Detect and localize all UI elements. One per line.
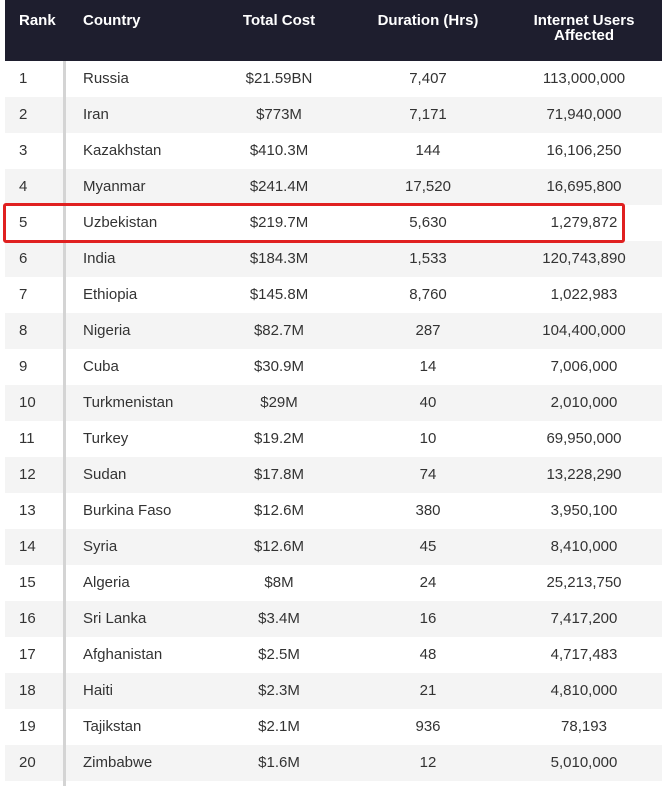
cell-country: Russia	[83, 70, 129, 87]
cell-total-cost: $184.3M	[249, 250, 309, 267]
cell-duration: 144	[415, 142, 441, 159]
table-row	[5, 349, 662, 385]
cell-country: Zimbabwe	[83, 754, 153, 771]
cell-rank: 7	[19, 286, 28, 303]
cell-duration: 24	[419, 574, 437, 591]
cell-duration: 45	[419, 538, 437, 555]
cell-users-affected: 7,417,200	[550, 610, 618, 627]
cell-users-affected: 71,940,000	[546, 106, 622, 123]
cell-duration: 7,407	[409, 70, 447, 87]
cell-users-affected: 3,950,100	[550, 502, 618, 519]
cell-rank: 16	[19, 610, 36, 627]
cell-rank: 12	[19, 466, 36, 483]
cell-duration: 1,533	[409, 250, 447, 267]
cell-country: Burkina Faso	[83, 502, 172, 519]
cell-users-affected: 16,695,800	[546, 178, 622, 195]
table-row	[5, 637, 662, 673]
cell-users-affected: 4,810,000	[550, 682, 618, 699]
cell-rank: 15	[19, 574, 36, 591]
cell-rank: 19	[19, 718, 36, 735]
cell-country: Ethiopia	[83, 286, 138, 303]
table-row	[5, 169, 662, 205]
cell-total-cost: $2.5M	[258, 646, 300, 663]
highlight-box	[3, 203, 625, 243]
cell-duration: 74	[419, 466, 437, 483]
cell-users-affected: 1,022,983	[550, 286, 618, 303]
cell-duration: 14	[419, 358, 437, 375]
table-row	[5, 241, 662, 277]
table-row	[5, 709, 662, 745]
cell-duration: 21	[419, 682, 437, 699]
cell-duration: 10	[419, 430, 437, 447]
table-row	[5, 385, 662, 421]
cell-country: Uzbekistan	[83, 214, 158, 231]
cell-users-affected: 120,743,890	[542, 250, 626, 267]
cell-users-affected: 5,010,000	[550, 754, 618, 771]
cell-users-affected: 4,717,483	[550, 646, 618, 663]
cell-total-cost: $1.6M	[258, 754, 300, 771]
cell-country: Myanmar	[83, 178, 146, 195]
table-row	[5, 565, 662, 601]
cell-users-affected: 7,006,000	[550, 358, 618, 375]
table-row	[5, 457, 662, 493]
cell-users-affected: 1,279,872	[550, 214, 618, 231]
table-row	[5, 745, 662, 781]
header-country: Country	[83, 12, 141, 29]
cell-duration: 8,760	[409, 286, 447, 303]
cell-users-affected: 113,000,000	[542, 70, 626, 87]
cell-country: Haiti	[83, 682, 114, 699]
table-body	[5, 61, 662, 781]
table-row	[5, 601, 662, 637]
cell-country: Kazakhstan	[83, 142, 162, 159]
cell-country: Iran	[83, 106, 109, 123]
cell-rank: 18	[19, 682, 36, 699]
cell-users-affected: 13,228,290	[546, 466, 622, 483]
cell-rank: 5	[19, 214, 28, 231]
cell-rank: 4	[19, 178, 28, 195]
cell-country: Afghanistan	[83, 646, 163, 663]
table-row	[5, 673, 662, 709]
cell-total-cost: $12.6M	[253, 502, 305, 519]
cell-total-cost: $3.4M	[258, 610, 300, 627]
table-row	[5, 97, 662, 133]
cell-duration: 287	[415, 322, 441, 339]
cell-total-cost: $29M	[260, 394, 298, 411]
cell-country: Sri Lanka	[83, 610, 147, 627]
cell-total-cost: $30.9M	[253, 358, 305, 375]
cell-country: Turkey	[83, 430, 129, 447]
header-rank: Rank	[19, 12, 56, 29]
column-divider	[63, 61, 66, 786]
cell-total-cost: $2.3M	[258, 682, 300, 699]
cell-country: Nigeria	[83, 322, 131, 339]
cell-total-cost: $21.59BN	[245, 70, 313, 87]
cell-users-affected: 25,213,750	[546, 574, 622, 591]
cell-users-affected: 16,106,250	[546, 142, 622, 159]
shutdown-cost-table	[5, 0, 662, 781]
cell-duration: 16	[419, 610, 437, 627]
cell-rank: 14	[19, 538, 36, 555]
cell-rank: 13	[19, 502, 36, 519]
cell-rank: 6	[19, 250, 28, 267]
header-duration: Duration (Hrs)	[377, 12, 479, 29]
cell-total-cost: $12.6M	[253, 538, 305, 555]
cell-total-cost: $17.8M	[253, 466, 305, 483]
cell-total-cost: $2.1M	[258, 718, 300, 735]
cell-total-cost: $241.4M	[249, 178, 309, 195]
header-users-line1: Internet Users	[533, 12, 635, 29]
table-row	[5, 61, 662, 97]
cell-users-affected: 69,950,000	[546, 430, 622, 447]
cell-total-cost: $19.2M	[253, 430, 305, 447]
cell-total-cost: $773M	[256, 106, 302, 123]
cell-country: Sudan	[83, 466, 127, 483]
cell-rank: 2	[19, 106, 28, 123]
cell-duration: 936	[415, 718, 441, 735]
cell-country: Syria	[83, 538, 118, 555]
cell-total-cost: $145.8M	[249, 286, 309, 303]
cell-country: Turkmenistan	[83, 394, 174, 411]
cell-country: Algeria	[83, 574, 130, 591]
cell-rank: 3	[19, 142, 28, 159]
cell-users-affected: 78,193	[561, 718, 607, 735]
table-row	[5, 529, 662, 565]
cell-duration: 7,171	[409, 106, 447, 123]
cell-rank: 8	[19, 322, 28, 339]
cell-total-cost: $8M	[264, 574, 294, 591]
cell-total-cost: $82.7M	[253, 322, 305, 339]
table-header	[5, 0, 662, 61]
header-users-line2: Affected	[553, 27, 614, 44]
cell-rank: 10	[19, 394, 36, 411]
cell-total-cost: $410.3M	[249, 142, 309, 159]
cell-duration: 380	[415, 502, 441, 519]
cell-country: India	[83, 250, 116, 267]
cell-duration: 48	[419, 646, 437, 663]
cell-total-cost: $219.7M	[249, 214, 309, 231]
cell-rank: 17	[19, 646, 36, 663]
cell-duration: 5,630	[409, 214, 447, 231]
table-row	[5, 421, 662, 457]
cell-country: Cuba	[83, 358, 119, 375]
cell-rank: 11	[19, 430, 35, 447]
cell-rank: 20	[19, 754, 36, 771]
cell-duration: 12	[419, 754, 437, 771]
cell-users-affected: 2,010,000	[550, 394, 618, 411]
cell-users-affected: 104,400,000	[542, 322, 626, 339]
cell-rank: 1	[19, 70, 28, 87]
table-row	[5, 493, 662, 529]
cell-duration: 17,520	[405, 178, 451, 195]
cell-duration: 40	[419, 394, 437, 411]
cell-users-affected: 8,410,000	[550, 538, 618, 555]
header-total-cost: Total Cost	[242, 12, 316, 29]
table-row	[5, 313, 662, 349]
cell-rank: 9	[19, 358, 28, 375]
cell-country: Tajikstan	[83, 718, 142, 735]
header-users-affected	[508, 13, 660, 43]
table-row	[5, 277, 662, 313]
table-row	[5, 133, 662, 169]
